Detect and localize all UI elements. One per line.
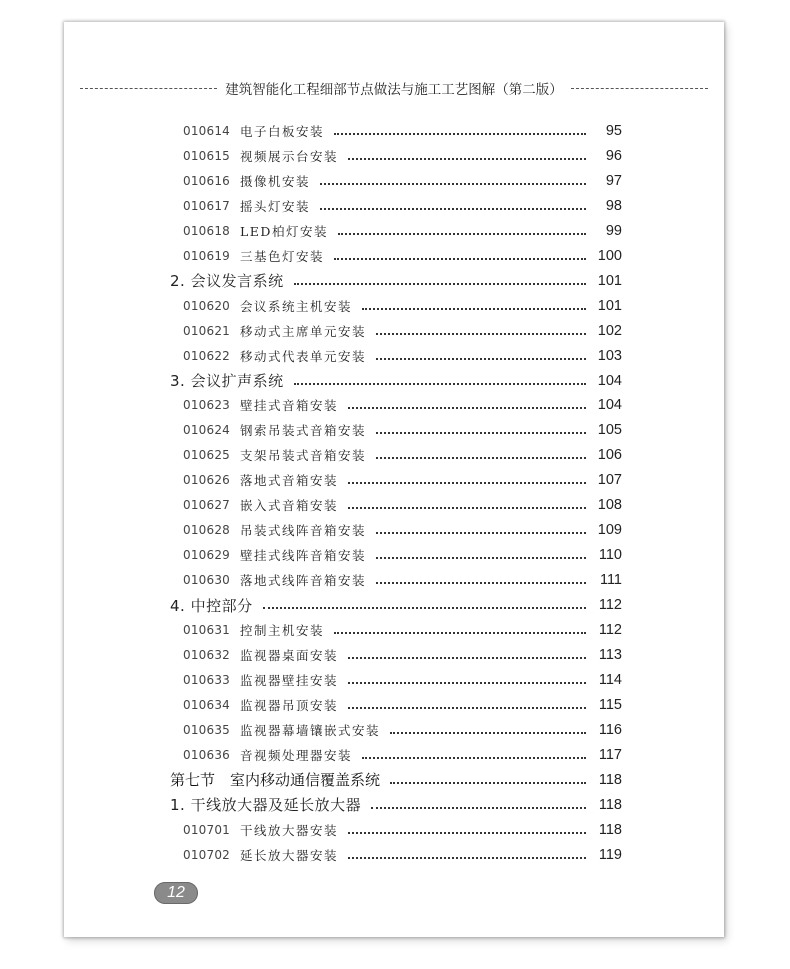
toc-page-number: 108 <box>597 497 622 514</box>
toc-title: 延长放大器安装 <box>240 846 342 864</box>
toc-page-number: 113 <box>598 646 622 663</box>
dot-leader <box>362 308 586 310</box>
toc-page-number: 96 <box>605 147 622 164</box>
toc-page-number: 103 <box>597 347 622 364</box>
toc-title: 监视器壁挂安装 <box>240 671 342 689</box>
toc-entry-code: 010702 <box>183 847 231 862</box>
toc-entry-code: 010625 <box>183 448 231 463</box>
toc-title: 干线放大器安装 <box>240 821 342 839</box>
header-dash-right <box>571 88 708 89</box>
toc-entry-code: 010624 <box>183 423 231 438</box>
toc-title: 壁挂式线阵音箱安装 <box>240 546 370 564</box>
toc-page-number: 95 <box>605 123 622 139</box>
dot-leader <box>376 432 586 434</box>
dot-leader <box>294 383 586 385</box>
toc-title: 监视器吊顶安装 <box>240 696 342 714</box>
dot-leader <box>263 607 586 609</box>
toc-title: 落地式线阵音箱安装 <box>240 571 370 589</box>
toc-entry-code: 010634 <box>183 697 231 712</box>
toc-entry-code: 010628 <box>183 523 231 538</box>
toc-entry-code: 010701 <box>183 822 231 837</box>
toc-entry <box>64 394 724 416</box>
dot-leader <box>376 532 586 534</box>
toc-page-number: 102 <box>597 322 622 339</box>
toc-entry-code: 010629 <box>183 548 231 563</box>
toc-entry-code: 010636 <box>183 747 231 762</box>
toc-entry <box>64 844 724 866</box>
toc-entry <box>64 419 724 441</box>
toc-page-number: 100 <box>597 247 622 264</box>
toc-entry <box>64 245 724 267</box>
toc-title: 移动式主席单元安装 <box>240 322 370 340</box>
dot-leader <box>348 407 586 409</box>
toc-entry-code: 010626 <box>183 473 231 488</box>
dot-leader <box>294 283 586 285</box>
toc-page-number: 104 <box>597 372 622 389</box>
toc-section-heading <box>64 769 724 791</box>
toc-entry <box>64 669 724 691</box>
toc-title: LED柏灯安装 <box>240 222 332 240</box>
dot-leader <box>334 258 586 260</box>
running-header <box>80 78 708 98</box>
toc-title: 视频展示台安装 <box>240 147 342 165</box>
toc-entry <box>64 544 724 566</box>
dot-leader <box>320 183 586 185</box>
dot-leader <box>390 732 586 734</box>
toc-entry <box>64 145 724 167</box>
toc-page-number: 114 <box>598 671 622 688</box>
toc-entry <box>64 644 724 666</box>
toc-entry <box>64 220 724 242</box>
toc-entry-code: 010632 <box>183 647 231 662</box>
toc-entry-code: 010631 <box>183 623 231 637</box>
dot-leader <box>376 582 586 584</box>
toc-title: 摇头灯安装 <box>240 197 314 215</box>
toc-page-number: 109 <box>597 522 622 539</box>
toc-subheading <box>64 794 724 816</box>
toc-page-number: 118 <box>598 821 622 838</box>
toc-title: 支架吊装式音箱安装 <box>240 446 370 464</box>
toc-title: 移动式代表单元安装 <box>240 347 370 365</box>
toc-page-number: 104 <box>597 397 622 414</box>
toc-title: 4. 中控部分 <box>170 595 257 616</box>
dot-leader <box>348 832 586 834</box>
toc-page-number: 106 <box>597 447 622 464</box>
toc-page-number: 112 <box>598 597 622 614</box>
dot-leader <box>371 807 586 809</box>
toc-title: 监视器桌面安装 <box>240 646 342 664</box>
toc-entry-code: 010614 <box>183 124 231 138</box>
toc-entry-code: 010623 <box>183 398 231 413</box>
toc-title: 电子白板安装 <box>240 122 328 140</box>
dot-leader <box>376 333 586 335</box>
toc-entry <box>64 719 724 741</box>
dot-leader <box>376 557 586 559</box>
toc-page-number: 119 <box>598 846 622 863</box>
dot-leader <box>334 133 586 135</box>
toc-subheading <box>64 270 724 292</box>
toc-entry <box>64 320 724 342</box>
toc-entry-code: 010627 <box>183 498 231 513</box>
dot-leader <box>348 707 586 709</box>
toc-entry <box>64 170 724 192</box>
toc-page-number: 101 <box>597 297 622 314</box>
toc-page-number: 99 <box>605 222 622 239</box>
toc-title: 3. 会议扩声系统 <box>170 370 288 391</box>
toc-entry <box>64 519 724 541</box>
toc-title: 监视器幕墙镶嵌式安装 <box>240 721 384 739</box>
toc-page-number: 118 <box>598 796 622 813</box>
toc-title: 三基色灯安装 <box>240 247 328 265</box>
dot-leader <box>390 782 586 784</box>
toc-entry <box>64 494 724 516</box>
toc-page-number: 110 <box>598 547 622 564</box>
toc-subheading <box>64 594 724 616</box>
toc-entry <box>64 295 724 317</box>
dot-leader <box>362 757 586 759</box>
dot-leader <box>348 857 586 859</box>
toc-entry-code: 010630 <box>183 573 231 588</box>
toc-entry-code: 010633 <box>183 672 231 687</box>
toc-entry <box>64 345 724 367</box>
toc-page-number: 111 <box>599 572 622 589</box>
toc-page-number: 118 <box>598 771 622 788</box>
toc-entry-code: 010635 <box>183 722 231 737</box>
toc-entry <box>64 444 724 466</box>
toc-title: 第七节 室内移动通信覆盖系统 <box>170 769 384 790</box>
toc-entry-code: 010616 <box>183 173 231 188</box>
toc-entry <box>64 469 724 491</box>
toc-entry <box>64 569 724 591</box>
page-number-badge: 12 <box>154 882 198 904</box>
toc-title: 嵌入式音箱安装 <box>240 496 342 514</box>
dot-leader <box>348 657 586 659</box>
toc-entry-code: 010621 <box>183 323 231 338</box>
dot-leader <box>338 233 586 235</box>
toc-entry <box>64 819 724 841</box>
toc-entry <box>64 744 724 766</box>
dot-leader <box>376 457 586 459</box>
toc-title: 壁挂式音箱安装 <box>240 396 342 414</box>
dot-leader <box>376 358 586 360</box>
toc-title: 钢索吊装式音箱安装 <box>240 421 370 439</box>
toc-title: 音视频处理器安装 <box>240 746 356 764</box>
toc-entry-code: 010619 <box>183 248 231 263</box>
toc-page-number: 112 <box>598 622 622 638</box>
toc-entry <box>64 694 724 716</box>
dot-leader <box>348 158 586 160</box>
toc-page-number: 117 <box>598 746 622 763</box>
toc-page-number: 101 <box>597 272 622 289</box>
toc-entry <box>64 195 724 217</box>
toc-title: 2. 会议发言系统 <box>170 270 288 291</box>
toc-entry-code: 010622 <box>183 348 231 363</box>
toc-entry-code: 010620 <box>183 298 231 313</box>
toc-title: 吊装式线阵音箱安装 <box>240 521 370 539</box>
header-title: 建筑智能化工程细部节点做法与施工工艺图解（第二版） <box>225 82 563 98</box>
book-page <box>64 22 724 937</box>
header-dash-left <box>80 88 217 89</box>
dot-leader <box>348 682 586 684</box>
toc-title: 摄像机安装 <box>240 172 314 190</box>
toc-entry-code: 010618 <box>183 223 231 238</box>
toc-title: 1. 干线放大器及延长放大器 <box>170 794 365 815</box>
toc-entry-code: 010615 <box>183 148 231 163</box>
toc-entry <box>64 120 724 142</box>
toc-page-number: 116 <box>598 721 622 738</box>
dot-leader <box>348 482 586 484</box>
toc-page-number: 98 <box>605 197 622 214</box>
toc-title: 会议系统主机安装 <box>240 297 356 315</box>
toc-page-number: 107 <box>597 472 622 489</box>
toc-page-number: 97 <box>605 172 622 189</box>
dot-leader <box>320 208 586 210</box>
toc-title: 控制主机安装 <box>240 621 328 639</box>
dot-leader <box>334 632 586 634</box>
toc-title: 落地式音箱安装 <box>240 471 342 489</box>
toc-entry <box>64 619 724 641</box>
toc-page-number: 115 <box>598 696 622 713</box>
toc-page-number: 105 <box>597 422 622 439</box>
toc-entry-code: 010617 <box>183 198 231 213</box>
dot-leader <box>348 507 586 509</box>
toc-subheading <box>64 370 724 392</box>
